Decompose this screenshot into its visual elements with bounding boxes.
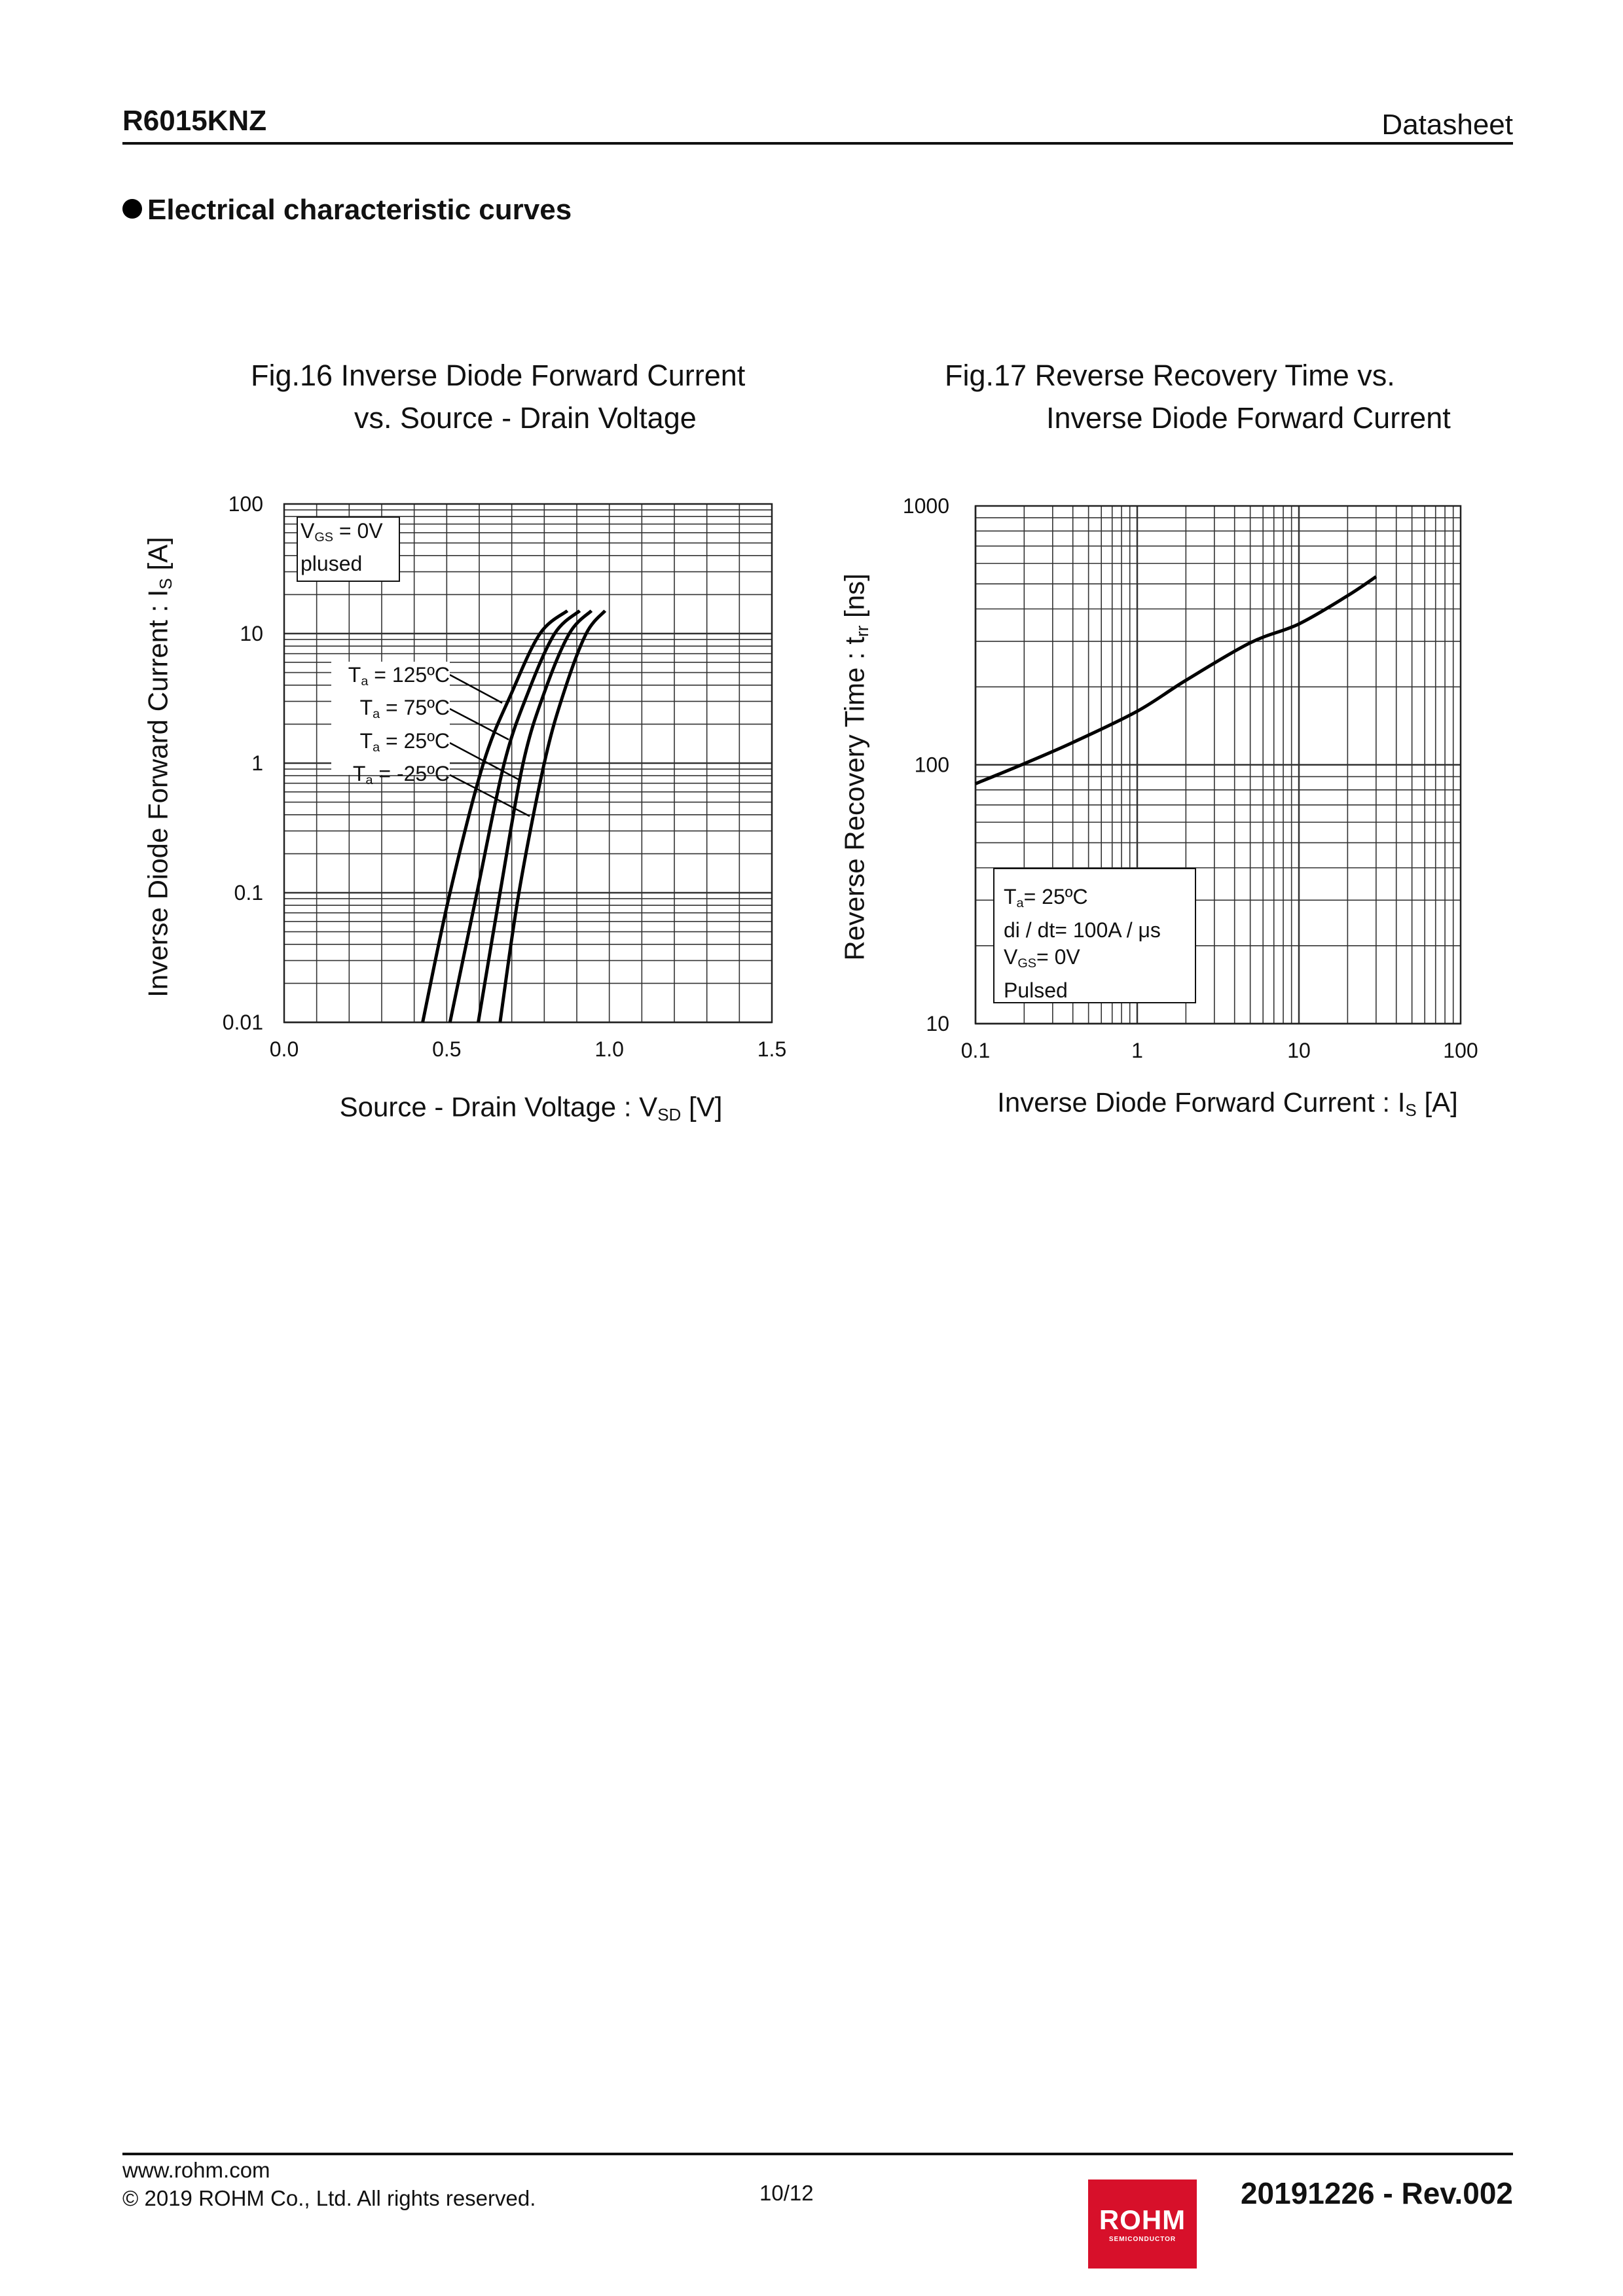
revision: 20191226 - Rev.002: [1240, 2176, 1513, 2210]
series-leader-line: [450, 675, 502, 703]
x-tick-label: 1.0: [594, 1037, 624, 1061]
fig17-condition-ta: $T_a=$ 25ºC: [1004, 885, 1088, 910]
doc-type: Datasheet: [1381, 109, 1513, 141]
x-tick-label: 1.5: [757, 1037, 787, 1061]
fig17-condition-vgs: $V_{GS}= 0V$: [1004, 944, 1080, 971]
series-label-minus25c: $T_a$ = -25ºC: [352, 762, 450, 788]
fig17-title-line2: Inverse Diode Forward Current: [1046, 401, 1451, 435]
series-line: [976, 577, 1376, 783]
rohm-logo: [1088, 2179, 1197, 2269]
x-tick-label: 0.1: [960, 1039, 991, 1062]
x-tick-label: 1: [1131, 1039, 1143, 1062]
y-tick-label: 0.01: [222, 1011, 263, 1034]
fig17-y-axis-label: Reverse Recovery Time : $t_{rr}$ [ns]: [839, 573, 872, 961]
fig16-condition-vgs: $V_{GS} = 0V$: [301, 519, 383, 545]
y-tick-label: 0.1: [234, 881, 263, 905]
fig17-x-axis-label: Inverse Diode Forward Current : $I_S$ [A]: [997, 1086, 1458, 1120]
page-number: 10/12: [759, 2181, 814, 2205]
footer-rule: [122, 2153, 1513, 2155]
y-tick-label: 10: [240, 622, 263, 645]
fig16-conditions-box: [297, 516, 400, 582]
fig16-series-labels: [331, 662, 450, 788]
fig16-title-line1: Fig.16 Inverse Diode Forward Current: [251, 359, 746, 392]
fig17-condition-pulsed: Pulsed: [1004, 978, 1068, 1002]
series-label-125c: $T_a$ = 125ºC: [348, 663, 450, 689]
y-tick-label: 100: [914, 753, 949, 777]
fig16-title-line2: vs. Source - Drain Voltage: [354, 401, 697, 435]
fig17-condition-didt: di / dt= 100A / μs: [1004, 918, 1161, 942]
x-tick-label: 10: [1287, 1039, 1311, 1062]
y-tick-label: 1: [251, 751, 263, 775]
x-tick-label: 0.5: [432, 1037, 462, 1061]
part-number: R6015KNZ: [122, 105, 267, 137]
footer-website: www.rohm.com: [122, 2158, 270, 2182]
fig16-condition-pulsed: plused: [301, 551, 363, 575]
y-tick-label: 1000: [902, 494, 949, 518]
fig16-y-axis-label: Inverse Diode Forward Current : $I_S$ [A]: [142, 537, 175, 997]
fig17-conditions-box: [993, 868, 1196, 1003]
logo-text: ROHM: [1099, 2204, 1186, 2235]
series-leader-line: [450, 743, 521, 781]
fig16-x-axis-label: Source - Drain Voltage : $V_{SD}$ [V]: [339, 1091, 723, 1124]
y-tick-label: 10: [926, 1012, 949, 1035]
series-label-75c: $T_a$ = 75ºC: [359, 696, 450, 722]
section-title-text: Electrical characteristic curves: [147, 194, 572, 226]
fig17-title-line1: Fig.17 Reverse Recovery Time vs.: [945, 359, 1395, 392]
x-tick-label: 100: [1443, 1039, 1478, 1062]
footer-copyright: © 2019 ROHM Co., Ltd. All rights reserved.: [122, 2186, 536, 2210]
x-tick-label: 0.0: [269, 1037, 299, 1061]
series-label-25c: $T_a$ = 25ºC: [359, 728, 450, 755]
logo-subtext: SEMICONDUCTOR: [1108, 2236, 1176, 2243]
y-tick-label: 100: [228, 492, 263, 516]
